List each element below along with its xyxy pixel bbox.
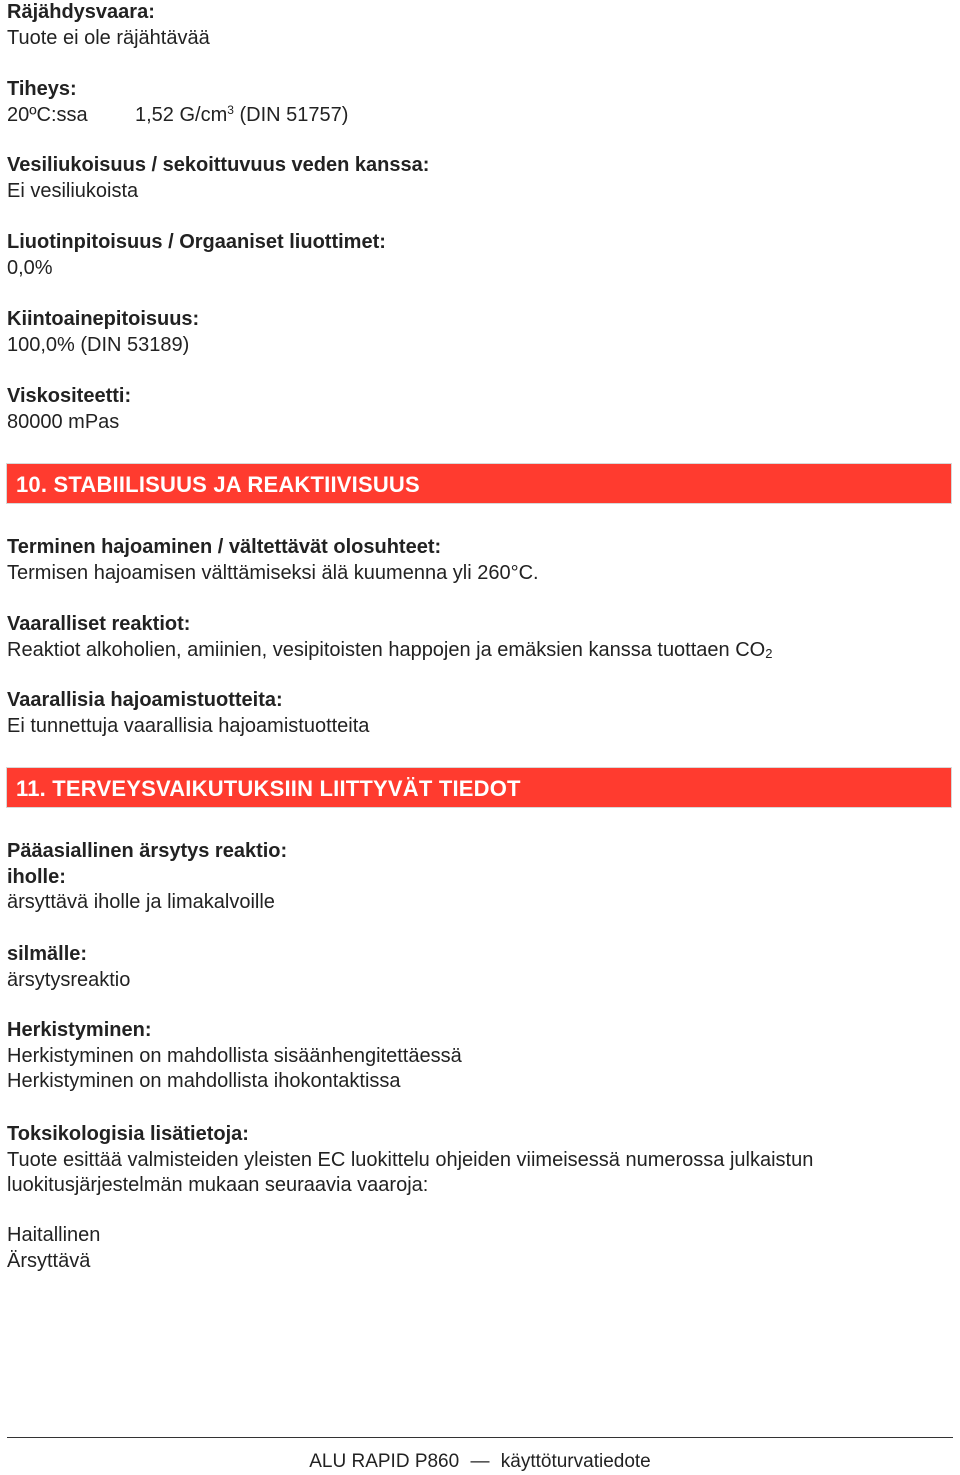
footer-product: ALU RAPID P860 (309, 1451, 460, 1472)
density-block (7, 77, 348, 130)
decomposition-label: Terminen hajoaminen / vältettävät olosuhteet: (7, 536, 442, 558)
hazard-item-1: Haitallinen (7, 1224, 101, 1246)
sensitization-block (7, 1018, 462, 1095)
viscosity-block (7, 384, 131, 435)
solubility-value: Ei vesiliukoista (7, 179, 139, 202)
solubility-label: Vesiliukoisuus / sekoittuvuus veden kanssa: (7, 154, 430, 176)
density-temp: 20ºC:ssa (7, 103, 88, 126)
eye-label: silmälle: (7, 943, 88, 965)
toxicology-label: Toksikologisia lisätietoja: (7, 1123, 249, 1145)
irritation-block (7, 839, 287, 916)
sensitization-value-1: Herkistyminen on mahdollista sisäänhengitettäessä (7, 1044, 462, 1067)
solubility-block (7, 153, 429, 204)
hazards-block (7, 1223, 100, 1274)
footer-divider (7, 1437, 953, 1438)
toxicology-block (7, 1122, 813, 1199)
solids-value: 100,0% (DIN 53189) (7, 333, 190, 356)
hazard-item-2: Ärsyttävä (7, 1249, 91, 1272)
reactions-block (7, 612, 772, 664)
density-row (7, 103, 348, 131)
footer-dash: — (470, 1451, 490, 1472)
density-norm: (DIN 51757) (239, 103, 349, 126)
explosion-value: Tuote ei ole räjähtävää (7, 26, 210, 49)
solids-label: Kiintoainepitoisuus: (7, 308, 200, 330)
section-11-header: 11. TERVEYSVAIKUTUKSIIN LIITTYVÄT TIEDOT (6, 767, 952, 808)
density-unit-sup: 3 (227, 102, 234, 117)
explosion-block (7, 0, 210, 51)
solids-block (7, 307, 199, 358)
reactions-value: Reaktiot alkoholien, amiinien, vesipitoisten happojen ja emäksien kanssa tuottaen CO (7, 638, 766, 661)
decomp-products-label: Vaarallisia hajoamistuotteita: (7, 689, 283, 711)
skin-value: ärsyttävä iholle ja limakalvoille (7, 891, 275, 913)
density-label: Tiheys: (7, 78, 77, 100)
decomp-products-value: Ei tunnettuja vaarallisia hajoamistuotteita (7, 714, 370, 737)
toxicology-value-2: luokitusjärjestelmän mukaan seuraavia vaaroja: (7, 1174, 429, 1196)
viscosity-label: Viskositeetti: (7, 385, 132, 407)
explosion-label: Räjähdysvaara: (7, 1, 155, 23)
reactions-label: Vaaralliset reaktiot: (7, 613, 191, 635)
sensitization-value-2: Herkistyminen on mahdollista ihokontaktissa (7, 1070, 401, 1092)
viscosity-value: 80000 mPas (7, 410, 120, 433)
skin-label: iholle: (7, 865, 66, 888)
solvent-label: Liuotinpitoisuus / Orgaaniset liuottimet: (7, 231, 386, 253)
solvent-value: 0,0% (7, 256, 53, 279)
density-value: 1,52 G/cm (135, 103, 228, 126)
page-footer (0, 1449, 960, 1475)
footer-doc-type: käyttöturvatiedote (500, 1451, 651, 1472)
reactions-subscript: 2 (765, 645, 773, 661)
decomposition-value: Termisen hajoamisen välttämiseksi älä kuumenna yli 260°C. (7, 561, 539, 584)
solvent-block (7, 230, 386, 281)
irritation-label: Pääasiallinen ärsytys reaktio: (7, 840, 288, 862)
sensitization-label: Herkistyminen: (7, 1019, 152, 1041)
decomposition-block (7, 535, 539, 586)
decomp-products-block (7, 688, 369, 739)
toxicology-value-1: Tuote esittää valmisteiden yleisten EC luokittelu ohjeiden viimeisessä numerossa julkaistun (7, 1148, 814, 1171)
eye-value: ärsytysreaktio (7, 968, 131, 991)
eye-block (7, 942, 130, 993)
reactions-row (7, 638, 772, 665)
section-10-header: 10. STABIILISUUS JA REAKTIIVISUUS (6, 463, 952, 504)
